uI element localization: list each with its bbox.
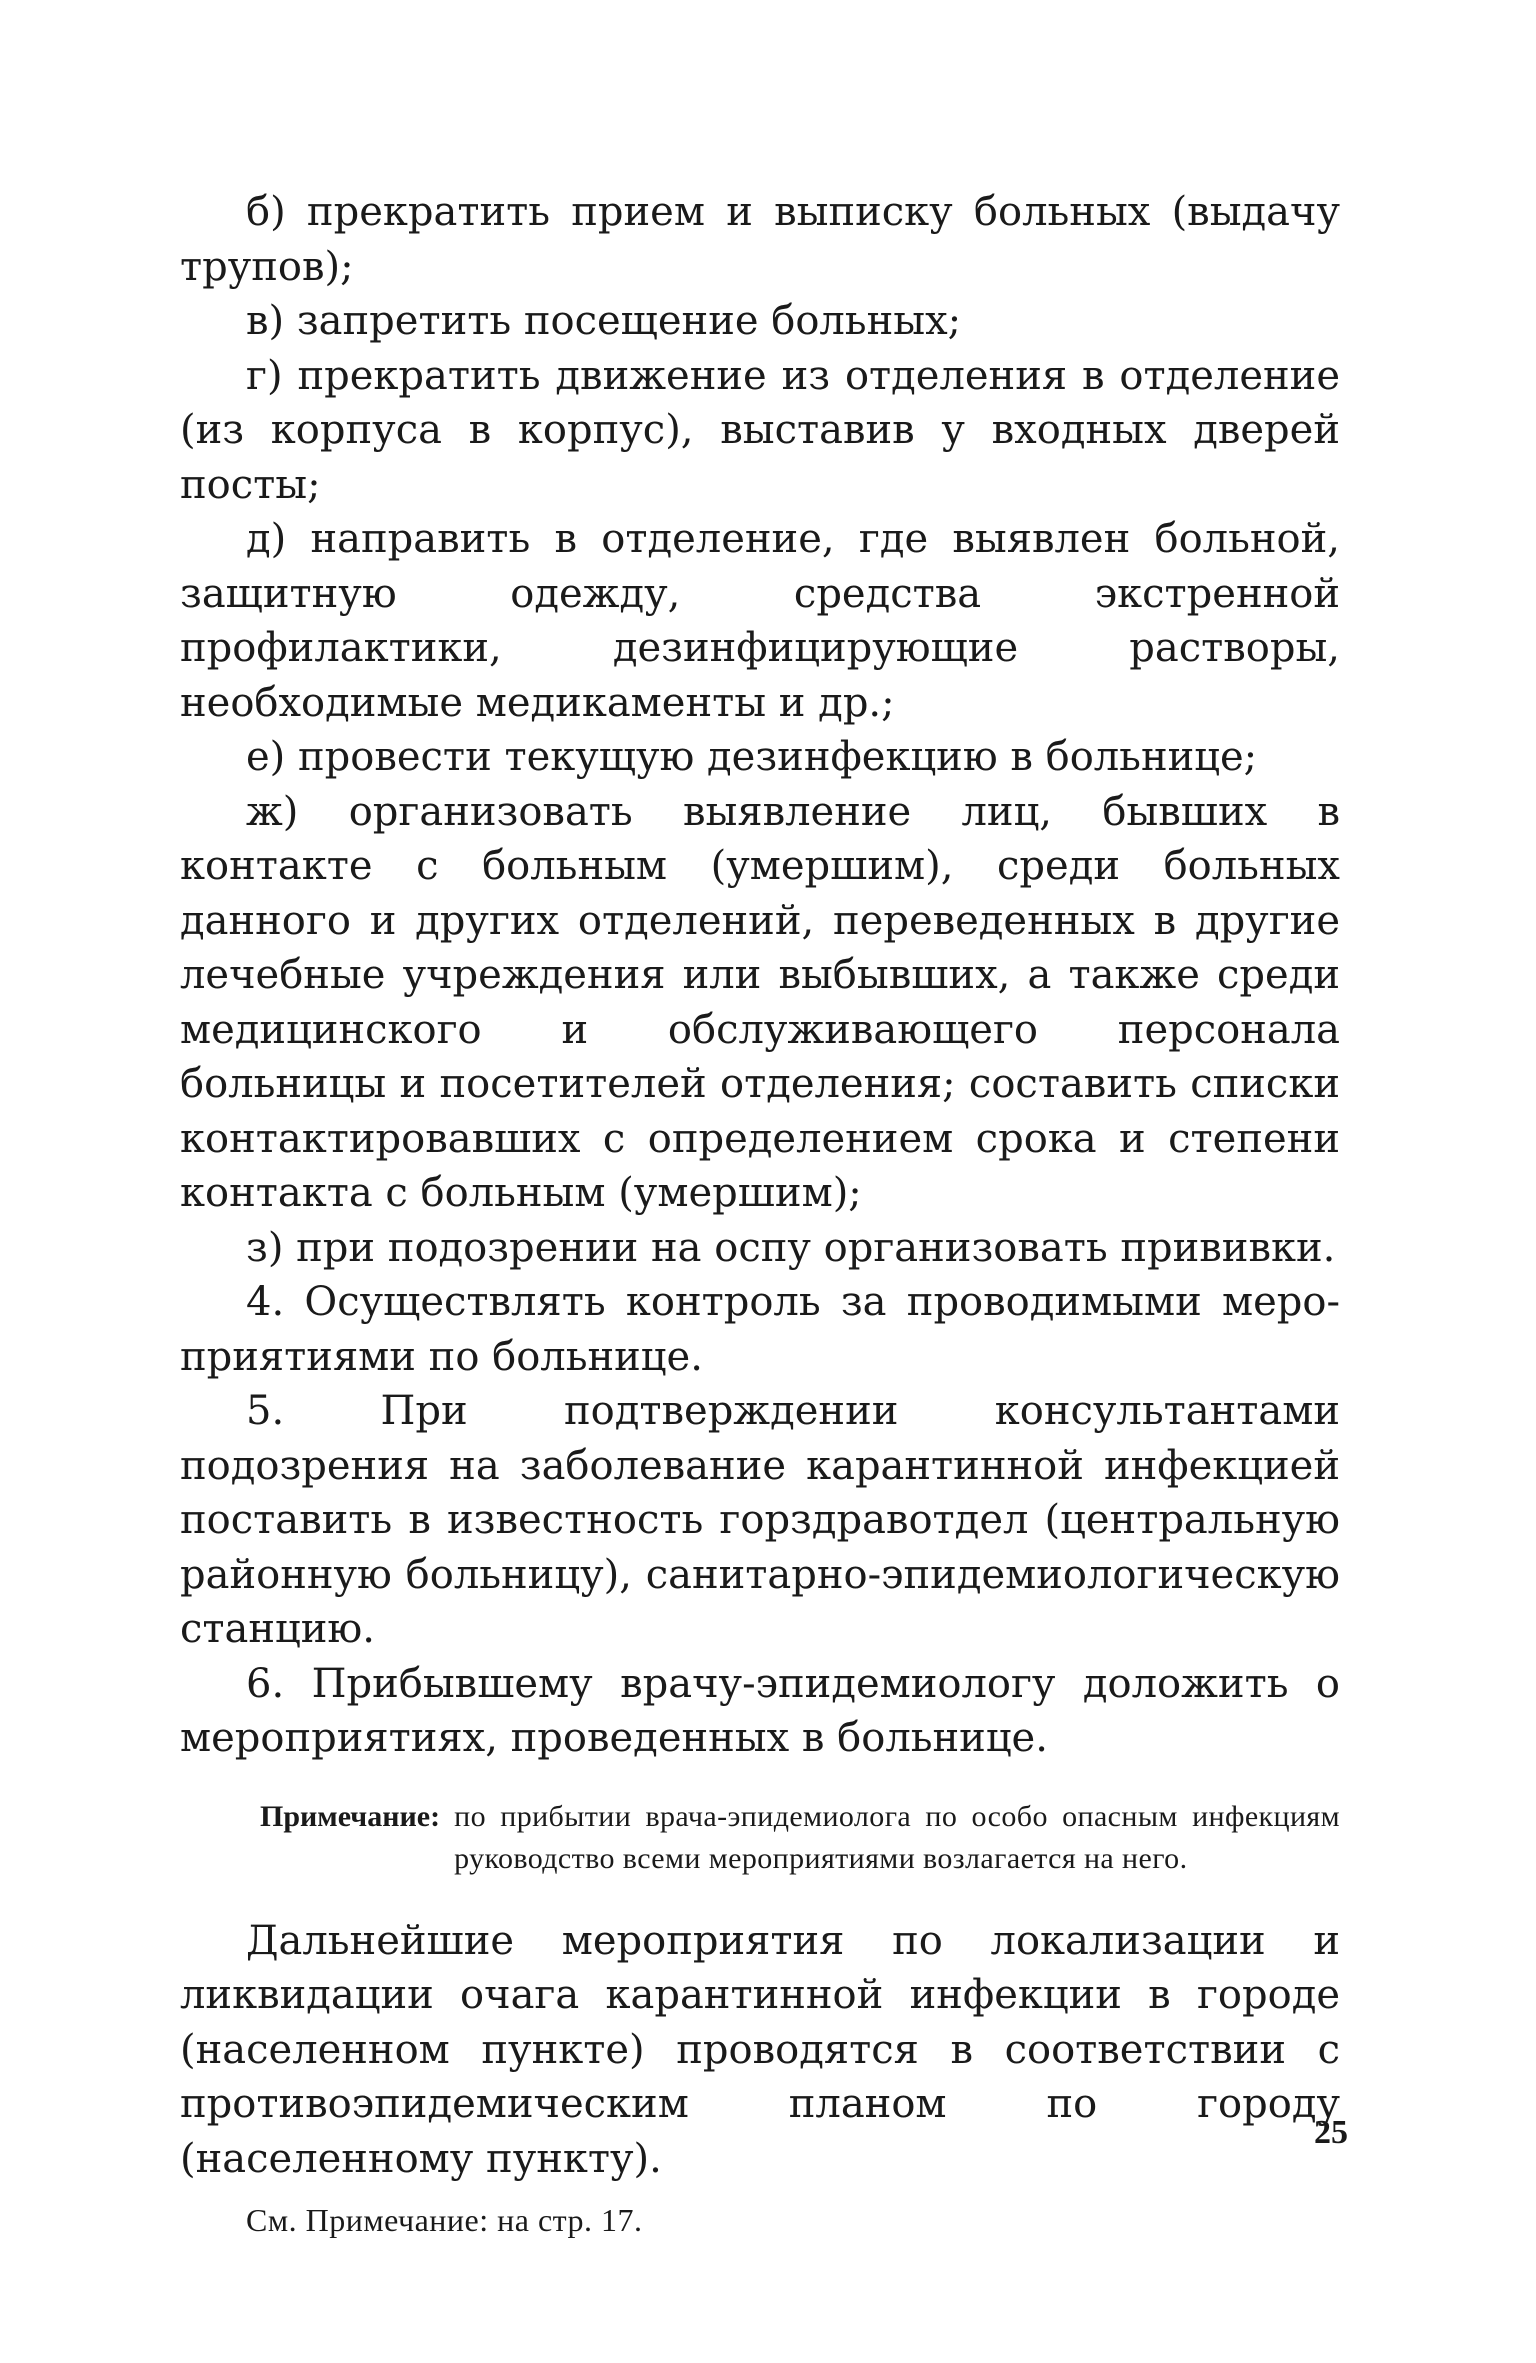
closing-paragraph: Дальнейшие мероприятия по локализации и ликвидации очага карантинной инфекции в городе (населенном пункте) проводятся в соответствии с противоэпидемическим планом по городу (населенному пункту). [180, 1917, 1340, 2182]
note-label: Примечание: [260, 1799, 441, 1833]
note-text: по прибытии врача-эпидемиолога по особо опасным инфекциям руководство всеми мероприятиями возлагается на него. [454, 1799, 1340, 1875]
paragraph-point-4: 4. Осуществлять контроль за проводимыми мероприятиями по больнице. [180, 1279, 1340, 1380]
page-number: 25 [1314, 2114, 1348, 2151]
paragraph-item-e: е) провести текущую дезинфекцию в больнице; [246, 734, 1258, 780]
page-body [180, 185, 1340, 2242]
paragraph-item-v: в) запретить посещение больных; [246, 298, 962, 344]
paragraph-item-b: б) прекратить прием и выписку больных (выдачу трупов); [180, 189, 1340, 290]
paragraph-item-g: г) прекратить движение из отделения в отделение (из корпуса в корпус), выставив у входных дверей посты; [180, 352, 1340, 508]
note-block [180, 1796, 1340, 1880]
page-reference: См. Примечание: на стр. 17. [246, 2202, 643, 2238]
paragraph-point-5: 5. При подтверждении консультантами подозрения на заболевание карантинной инфекцией поставить в известность горздравотдел (центральную районную больницу), санитарно-эпидемиологическую станцию. [180, 1388, 1340, 1652]
paragraph-item-zh: ж) организовать выявление лиц, бывших в контакте с больным (умершим), среди больных данного и других отделений, переведенных в другие лечебные учреждения или выбывших, а также среди медицинского и обслуживающего персонала больницы и посетителей отделения; составить списки контактировавших с определением срока и степени контакта с больным (умершим); [180, 788, 1340, 1216]
paragraph-item-d: д) направить в отделение, где выявлен больной, защитную одежду, средства экстренной профилактики, дезинфицирующие растворы, необходимые медикаменты и др.; [180, 516, 1340, 726]
paragraph-point-6: 6. Прибывшему врачу-эпидемиологу доложить о мероприятиях, проведенных в больнице. [180, 1660, 1340, 1761]
paragraph-item-z: з) при подозрении на оспу организовать прививки. [246, 1224, 1336, 1271]
